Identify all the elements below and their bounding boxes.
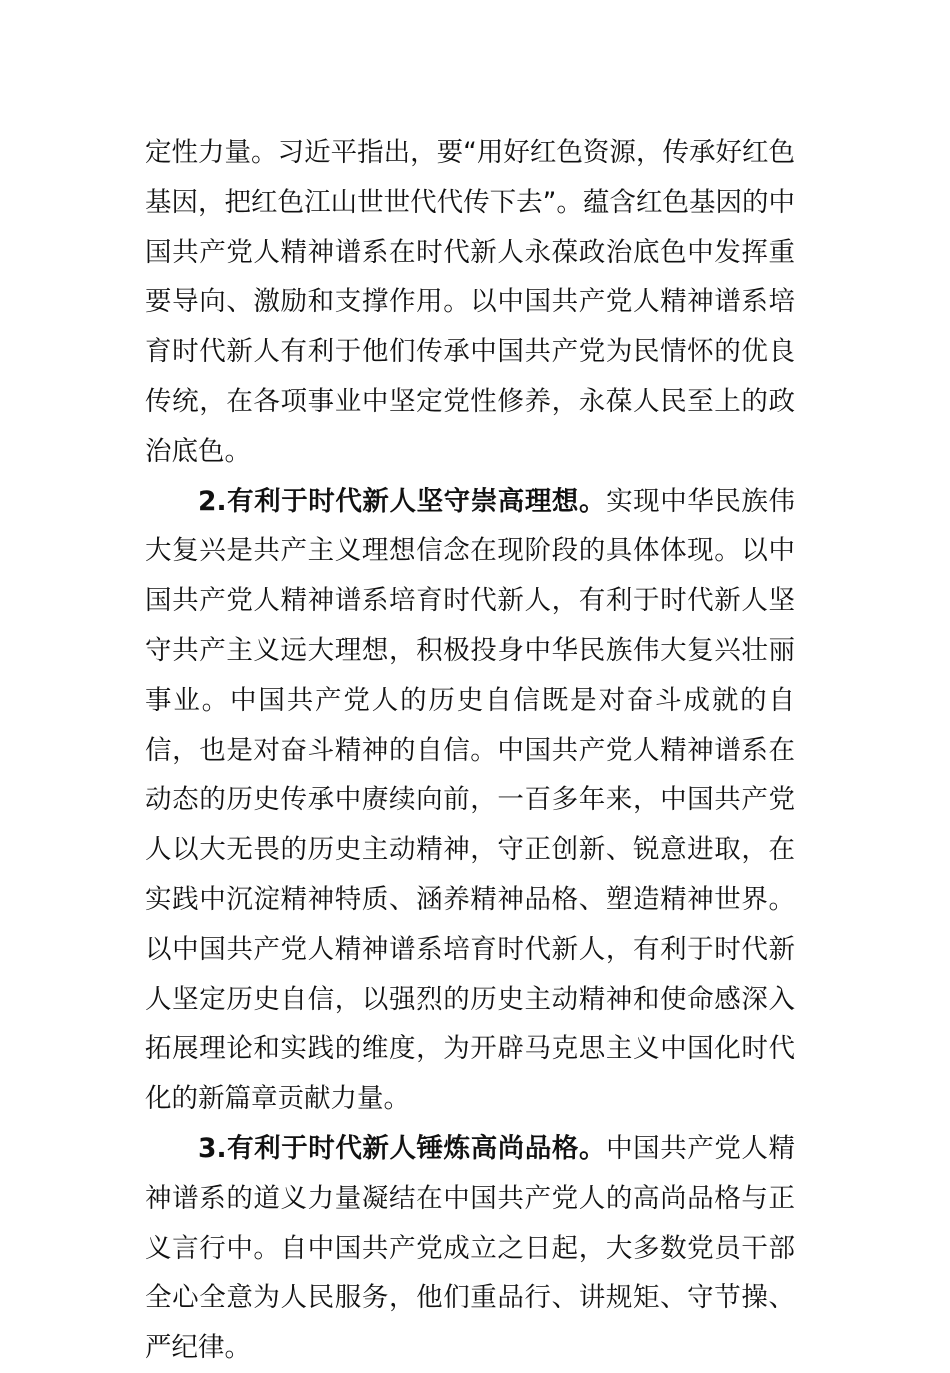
- paragraph-text: 定性力量。习近平指出，要“用好红色资源，传承好红色基因，把红色江山世世代代传下去”。蕴含红色基因的中国共产党人精神谱系在时代新人永葆政治底色中发挥重要导向、激励和支撑作用。以中国共产党人精神谱系培育时代新人有利于他们传承中国共产党为民情怀的优良传统，在各项事业中坚定党性修养，永葆人民至上的政治底色。: [145, 137, 795, 467]
- paragraph-character: [145, 1124, 795, 1373]
- paragraph-heading: 2.有利于时代新人坚守崇高理想。: [198, 485, 607, 517]
- document-body: [145, 128, 795, 1373]
- paragraph-heading: 3.有利于时代新人锤炼高尚品格。: [198, 1132, 607, 1164]
- paragraph-ideal: [145, 477, 795, 1124]
- paragraph-continuation: [145, 128, 795, 477]
- paragraph-text: 实现中华民族伟大复兴是共产主义理想信念在现阶段的具体体现。以中国共产党人精神谱系培育时代新人，有利于时代新人坚守共产主义远大理想，积极投身中华民族伟大复兴壮丽事业。中国共产党人的历史自信既是对奋斗成就的自信，也是对奋斗精神的自信。中国共产党人精神谱系在动态的历史传承中赓续向前，一百多年来，中国共产党人以大无畏的历史主动精神，守正创新、锐意进取，在实践中沉淀精神特质、涵养精神品格、塑造精神世界。以中国共产党人精神谱系培育时代新人，有利于时代新人坚定历史自信，以强烈的历史主动精神和使命感深入拓展理论和实践的维度，为开辟马克思主义中国化时代化的新篇章贡献力量。: [145, 485, 796, 1115]
- paragraph-text: 中国共产党人精神谱系的道义力量凝结在中国共产党人的高尚品格与正义言行中。自中国共产党成立之日起，大多数党员干部全心全意为人民服务，他们重品行、讲规矩、守节操、严纪律。: [145, 1132, 796, 1364]
